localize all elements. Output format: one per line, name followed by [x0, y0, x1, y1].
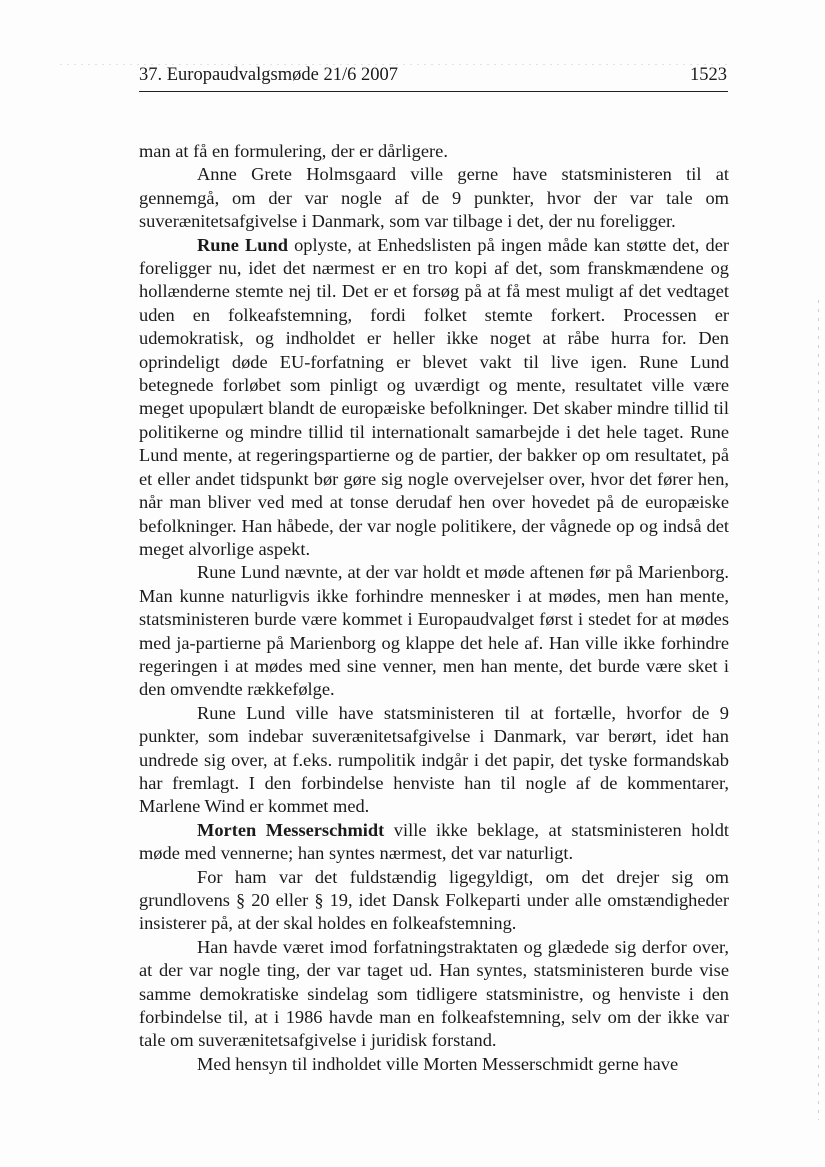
paragraph-text: For ham var det fuldstændig ligegyldigt, om det drejer sig om grundlovens § 20 eller § 19, idet Dansk Folkeparti under alle omstændigheder insisterer på, at der skal holdes en folkeafstemning. — [139, 866, 729, 934]
page-number: 1523 — [690, 65, 727, 85]
paragraph — [139, 866, 729, 936]
scan-artifact-right — [818, 300, 819, 1120]
body-text — [139, 140, 729, 1076]
paragraph — [139, 234, 729, 562]
speaker-name: Morten Messerschmidt — [197, 819, 385, 840]
paragraph-text: Rune Lund nævnte, at der var holdt et møde aftenen før på Marienborg. Man kunne naturligvis ikke forhindre mennesker i at mødes, men han mente, statsministeren burde være kommet i Europaudvalget først i stedet for at mødes med ja-partierne på Marienborg og klappe det hele af. Han ville ikke forhindre regeringen i at mødes med sine venner, men han mente, det burde være sket i den omvendte rækkefølge. — [139, 562, 729, 700]
paragraph-text: Med hensyn til indholdet ville Morten Messerschmidt gerne have — [197, 1053, 679, 1074]
paragraph-text: Rune Lund ville have statsministeren til at fortælle, hvorfor de 9 punkter, som indebar suverænitetsafgivelse i Danmark, var berørt, idet han undrede sig over, at f.eks. rumpolitik indgår i det papir, det tyske formandskab har fremlagt. I den forbindelse henviste han til nogle af de kommentarer, Marlene Wind er kommet med. — [139, 702, 729, 817]
paragraph — [139, 1053, 729, 1076]
paragraph-text: Han havde været imod forfatningstraktaten og glædede sig derfor over, at der var nogle ting, der var taget ud. Han syntes, statsministeren burde vise samme demokratiske sindelag som tidligere statsministre, og henviste i den forbindelse til, at i 1986 havde man en folkeafstemning, selv om der ikke var tale om suverænitetsafgivelse i juridisk forstand. — [139, 936, 729, 1051]
paragraph-text: oplyste, at Enhedslisten på ingen måde kan støtte det, der foreligger nu, idet det nærmest er en tro kopi af det, som franskmændene og hollænderne stemte nej til. Det er et forsøg på at få mest muligt af det vedtaget uden en folkeafstemning, fordi folket stemte forkert. Processen er udemokratisk, og indholdet er heller ikke noget at råbe hurra for. Den oprindeligt døde EU-forfatning er blevet vakt til live igen. Rune Lund betegnede forløbet som pinligt og uværdigt og mente, resultatet ville være meget upopulært blandt de europæiske befolkninger. Det skaber mindre tillid til politikerne og mindre tillid til internationalt samarbejde i det hele taget. Rune Lund mente, at regeringspartierne og de partier, der bakker op om resultatet, på et eller andet tidspunkt bør gøre sig nogle overvejelser over, hvor det fører hen, når man bliver ved med at tonse derudaf hen over hovedet på de europæiske befolkninger. Han håbede, der var nogle politikere, der vågnede op og indså det meget alvorlige aspekt. — [139, 234, 729, 559]
paragraph — [139, 702, 729, 819]
header-rule — [139, 91, 728, 92]
paragraph — [139, 140, 729, 163]
paragraph — [139, 561, 729, 701]
running-header — [139, 64, 729, 88]
paragraph — [139, 819, 729, 866]
header-title: 37. Europaudvalgsmøde 21/6 2007 — [139, 65, 398, 85]
paragraph — [139, 936, 729, 1053]
speaker-name: Rune Lund — [197, 234, 288, 255]
paragraph-text: Anne Grete Holmsgaard ville gerne have statsministeren til at gennemgå, om der var nogle af de 9 punkter, hvor der var tale om suverænitetsafgivelse i Danmark, som var tilbage i det, der nu foreligger. — [139, 164, 729, 232]
paragraph-text: man at få en formulering, der er dårligere. — [139, 141, 448, 161]
paragraph-text: ville ikke beklage, at statsministeren holdt møde med vennerne; han syntes nærmest, det var naturligt. — [139, 819, 729, 864]
paragraph — [139, 163, 729, 233]
